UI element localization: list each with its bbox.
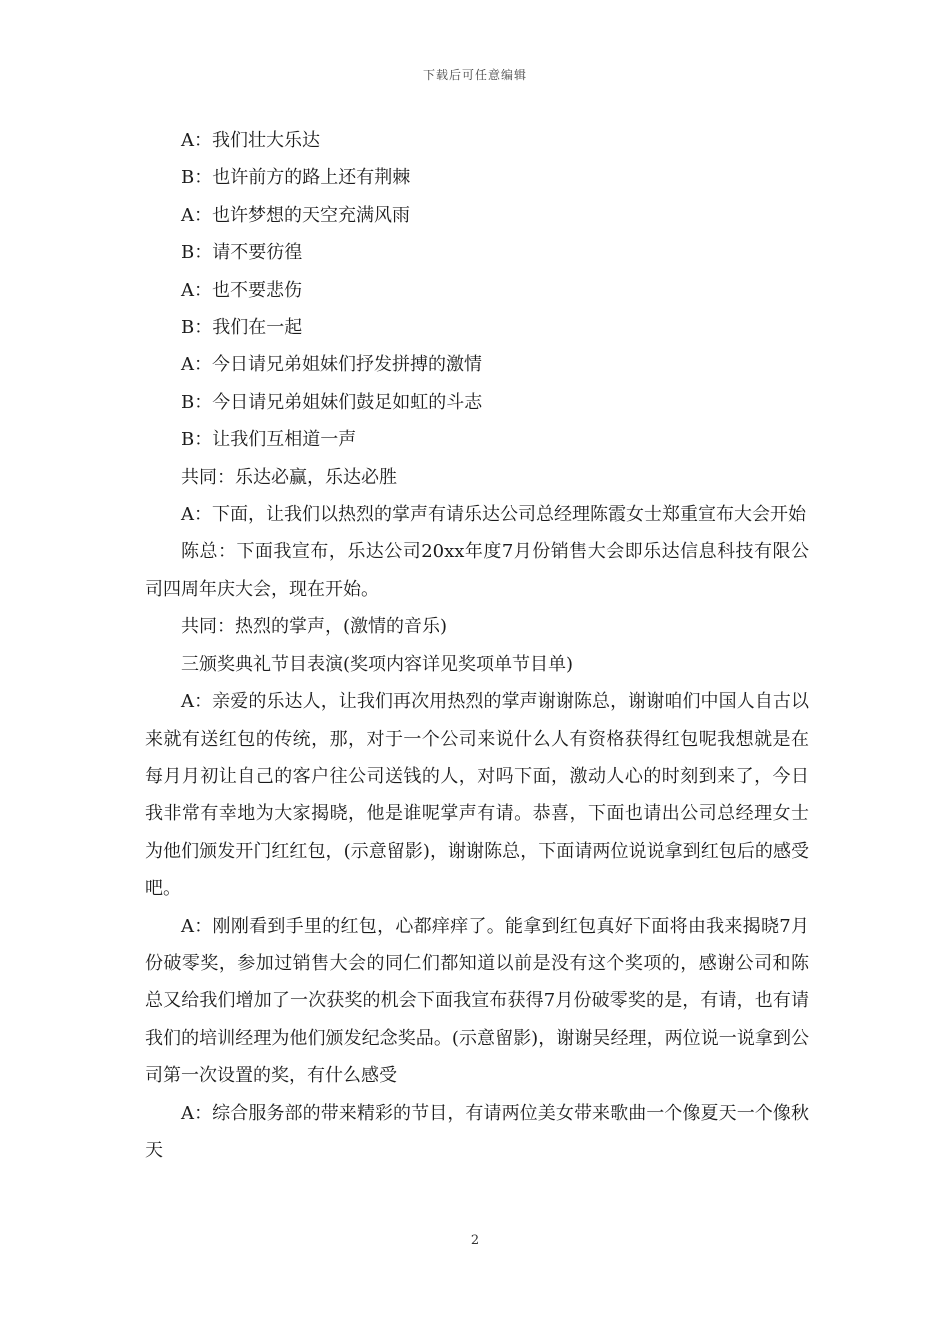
paragraph: 陈总：下面我宣布，乐达公司20xx年度7月份销售大会即乐达信息科技有限公司四周年庆大会，现在开始。 xyxy=(145,541,809,600)
paragraph: A：综合服务部的带来精彩的节目，有请两位美女带来歌曲一个像夏天一个像秋天 xyxy=(145,1102,809,1161)
page-header: 下载后可任意编辑 xyxy=(422,68,527,82)
paragraph: B：让我们互相道一声 xyxy=(181,429,357,451)
paragraph: 三颁奖典礼节目表演(奖项内容详见奖项单节目单) xyxy=(181,653,574,675)
paragraph: A：今日请兄弟姐妹们抒发拼搏的激情 xyxy=(181,354,482,376)
paragraph: 共同：乐达必赢，乐达必胜 xyxy=(181,466,397,488)
paragraph: B：请不要彷徨 xyxy=(181,242,303,264)
document-body xyxy=(145,122,809,1169)
paragraph: A：下面，让我们以热烈的掌声有请乐达公司总经理陈霞女士郑重宣布大会开始 xyxy=(181,504,806,526)
paragraph: A：亲爱的乐达人，让我们再次用热烈的掌声谢谢陈总，谢谢咱们中国人自古以来就有送红包的传统，那，对于一个公司来说什么人有资格获得红包呢我想就是在每月月初让自己的客户往公司送钱的人，对吗下面，激动人心的时刻到来了，今日我非常有幸地为大家揭晓，他是谁呢掌声有请。恭喜，下面也请出公司总经理女士为他们颁发开门红红包，(示意留影)，谢谢陈总，下面请两位说说拿到红包后的感受吧。 xyxy=(145,691,809,900)
paragraph: 共同：热烈的掌声，(激情的音乐) xyxy=(181,616,448,638)
paragraph: A：也不要悲伤 xyxy=(181,279,302,301)
paragraph: A：刚刚看到手里的红包，心都痒痒了。能拿到红包真好下面将由我来揭晓7月份破零奖，参加过销售大会的同仁们都知道以前是没有这个奖项的，感谢公司和陈总又给我们增加了一次获奖的机会下面我宣布获得7月份破零奖的是，有请，也有请我们的培训经理为他们颁发纪念奖品。(示意留影)，谢谢吴经理，两位说一说拿到公司第一次设置的奖，有什么感受 xyxy=(145,915,809,1087)
paragraph: B：也许前方的路上还有荆棘 xyxy=(181,167,411,189)
paragraph: A：也许梦想的天空充满风雨 xyxy=(181,204,410,226)
paragraph: B：今日请兄弟姐妹们鼓足如虹的斗志 xyxy=(181,391,483,413)
paragraph: B：我们在一起 xyxy=(181,317,303,339)
page-number: 2 xyxy=(470,1233,480,1248)
paragraph: A：我们壮大乐达 xyxy=(181,130,320,151)
